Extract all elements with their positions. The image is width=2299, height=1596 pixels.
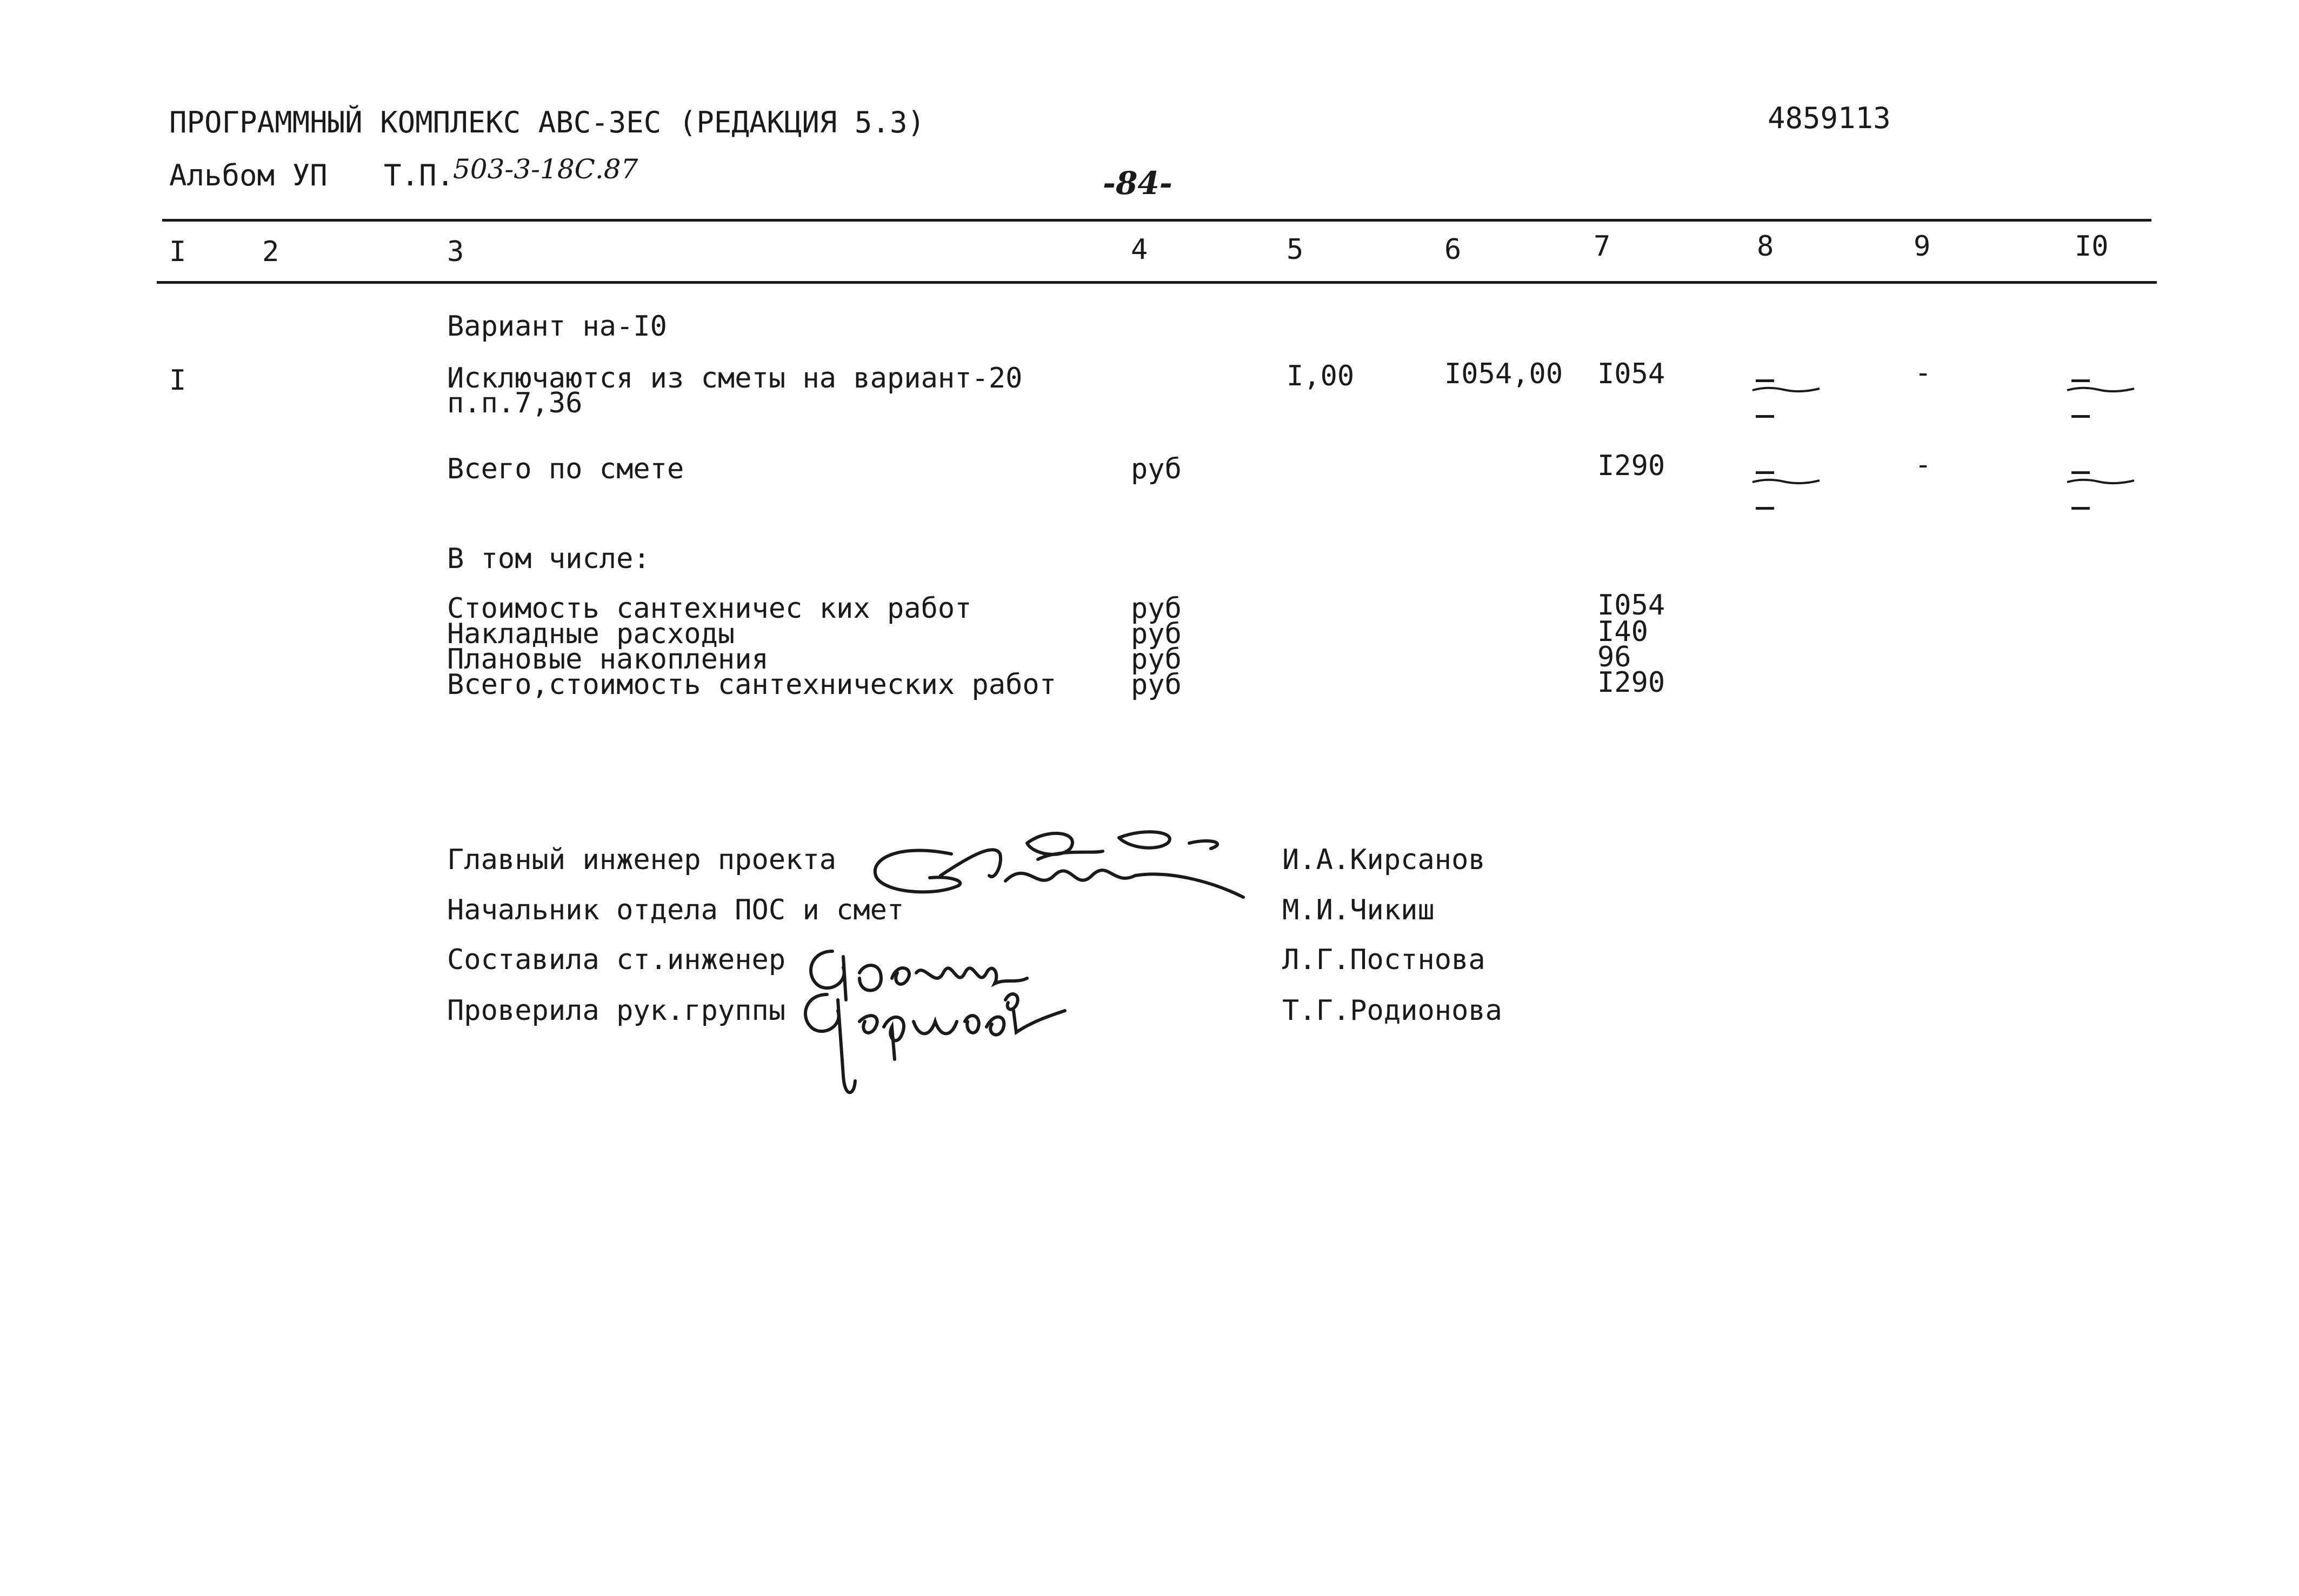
col-header-8: 8 (1757, 230, 1774, 263)
breakdown-value: I40 (1597, 616, 1648, 648)
breakdown-label: Всего,стоимость сантехнических работ (447, 669, 1057, 701)
row-1-col10-dash (2071, 379, 2090, 382)
row-1-col10-dash-lower (2071, 415, 2090, 418)
total-col8-wavy-mark (1751, 476, 1822, 486)
program-title: ПРОГРАММНЫЙ КОМПЛЕКС АВС-ЗЕС (РЕДАКЦИЯ 5.3) (169, 105, 925, 139)
total-col10-wavy-mark (2066, 476, 2136, 486)
breakdown-label: Накладные расходы (447, 618, 735, 650)
signature-chief-engineer-and-head (865, 822, 1265, 924)
variant-title: Вариант на-I0 (447, 310, 667, 343)
breakdown-unit: руб (1131, 592, 1182, 625)
signature-rodionova (795, 989, 1065, 1103)
breakdown-value: I290 (1597, 666, 1665, 699)
tp-prefix: Т.П. (384, 158, 455, 192)
breakdown-label: Стоимость сантехничес ких работ (447, 592, 972, 625)
signature-name: М.И.Чикиш (1282, 894, 1435, 926)
col-header-9: 9 (1914, 230, 1931, 263)
row-1-number: I (169, 364, 186, 397)
album-label: Альбом УП (169, 158, 328, 192)
total-unit: руб (1131, 453, 1182, 485)
including-title: В том числе: (447, 543, 650, 575)
total-label: Всего по смете (447, 453, 684, 485)
total-col8-dash-lower (1756, 507, 1774, 510)
row-1-description-line1: Исключаются из сметы на вариант-20 (447, 362, 1023, 395)
row-1-col9: - (1915, 357, 1932, 389)
row-1-col8-dash-lower (1756, 415, 1774, 418)
signature-role: Начальник отдела ПОС и смет (447, 894, 904, 926)
tp-handwritten-number: 503-3-18С.87 (453, 153, 638, 185)
col-header-6: 6 (1444, 233, 1462, 266)
breakdown-unit: руб (1131, 643, 1182, 676)
breakdown-unit: руб (1131, 618, 1182, 650)
row-1-col8-dash (1756, 379, 1774, 382)
row-1-col5: I,00 (1287, 360, 1355, 392)
breakdown-unit: руб (1131, 669, 1182, 701)
page-number: -84- (1103, 165, 1172, 202)
col-header-1: I (169, 236, 186, 268)
total-col10-dash (2071, 471, 2090, 474)
col-header-7: 7 (1594, 230, 1611, 263)
table-top-rule (162, 219, 2151, 222)
col-header-4: 4 (1131, 233, 1148, 266)
signature-name: Т.Г.Родионова (1282, 994, 1502, 1027)
breakdown-label: Плановые накопления (447, 643, 769, 676)
col-header-10: I0 (2075, 230, 2109, 263)
document-number: 4859113 (1768, 101, 1891, 135)
row-1-col7: I054 (1597, 358, 1665, 390)
breakdown-value: I054 (1597, 589, 1665, 622)
total-col8-dash (1756, 471, 1774, 474)
total-col9: - (1915, 449, 1932, 481)
total-col10-dash-lower (2071, 507, 2090, 510)
signature-role: Главный инженер проекта (447, 844, 837, 876)
row-1-col8-wavy-mark (1751, 384, 1822, 395)
row-1-col10-wavy-mark (2066, 384, 2136, 395)
col-header-2: 2 (262, 236, 279, 268)
col-header-3: 3 (447, 236, 464, 268)
signature-role: Составила ст.инженер (447, 944, 786, 976)
signature-name: И.А.Кирсанов (1282, 844, 1485, 876)
signature-role: Проверила рук.группы (447, 994, 786, 1027)
breakdown-value: 96 (1597, 641, 1631, 673)
table-header-bottom-rule (157, 281, 2157, 284)
row-1-description-line2: п.п.7,36 (447, 387, 583, 419)
total-col7: I290 (1597, 450, 1665, 482)
row-1-col6: I054,00 (1444, 358, 1563, 390)
col-header-5: 5 (1287, 233, 1304, 266)
signature-name: Л.Г.Постнова (1282, 944, 1485, 976)
